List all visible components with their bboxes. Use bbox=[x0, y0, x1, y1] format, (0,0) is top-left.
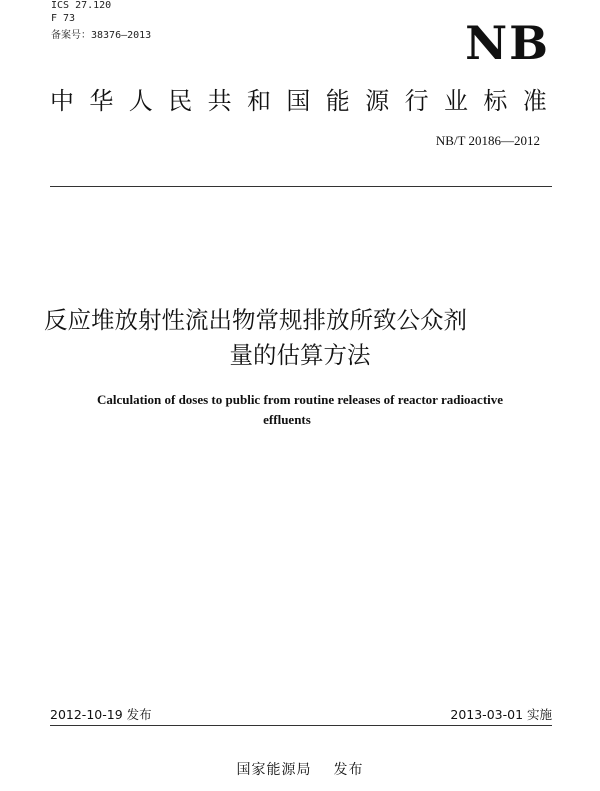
publisher-line bbox=[0, 761, 600, 779]
issue-date: 2012-10-19 发布 bbox=[50, 707, 152, 722]
chinese-title-line-2: 量的估算方法 bbox=[229, 341, 371, 369]
implementation-date: 2013-03-01 实施 bbox=[450, 707, 552, 722]
standard-organization-title: 中华人民共和国能源行业标准 bbox=[50, 87, 563, 115]
header-divider bbox=[50, 186, 552, 187]
standard-number: NB/T 20186—2012 bbox=[435, 133, 540, 148]
publisher-action: 发布 bbox=[333, 762, 364, 778]
nb-logo: NB bbox=[465, 16, 550, 70]
chinese-title-line-1: 反应堆放射性流出物常规排放所致公众剂 bbox=[44, 306, 467, 334]
footer-divider bbox=[50, 725, 552, 726]
english-title-line-1: Calculation of doses to public from routine releases of reactor radioactive bbox=[96, 392, 504, 407]
publisher-name: 国家能源局 bbox=[236, 762, 312, 778]
ics-code: ICS 27.120 bbox=[51, 0, 112, 11]
record-number: 备案号：38376—2013 bbox=[51, 30, 152, 41]
english-title-line-2: effluents bbox=[263, 412, 311, 427]
classification-code: F 73 bbox=[51, 13, 76, 24]
